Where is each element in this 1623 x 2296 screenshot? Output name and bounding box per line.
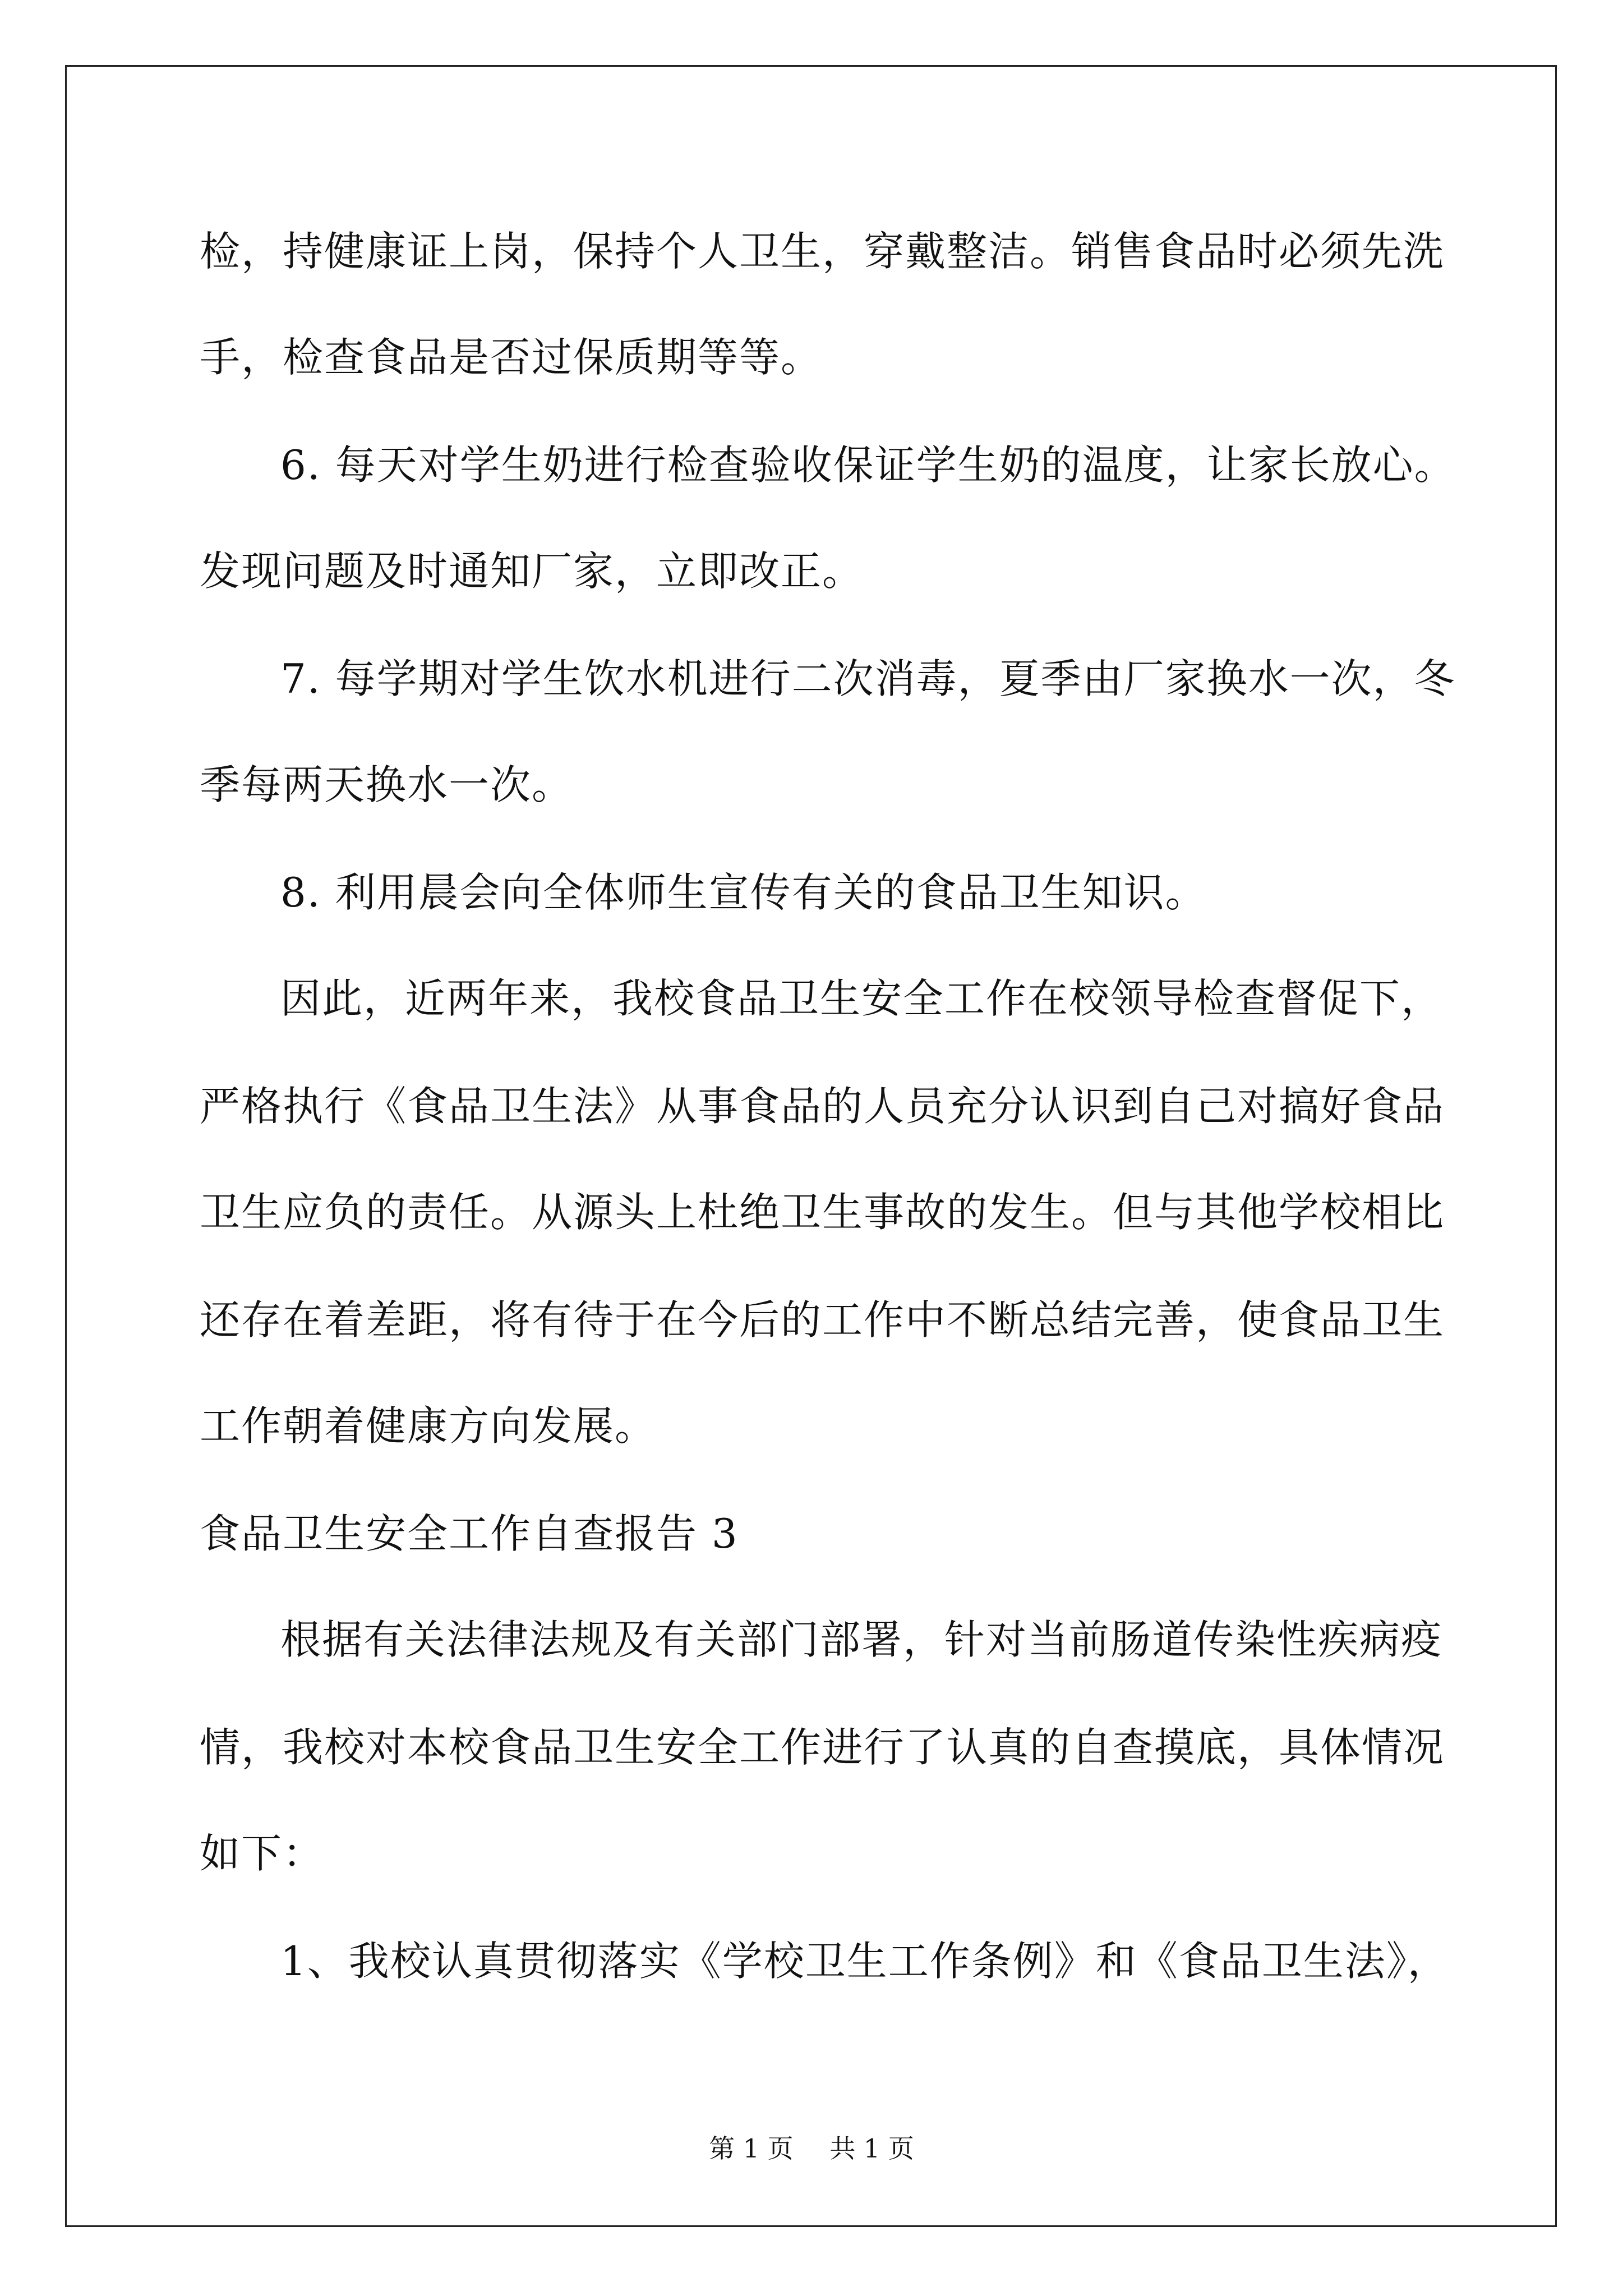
paragraph-line: 7. 每学期对学生饮水机进行二次消毒，夏季由厂家换水一次，冬 [280,655,1456,702]
paragraph-line: 因此，近两年来，我校食品卫生安全工作在校领导检查督促下， [280,975,1443,1022]
paragraph-line: 检，持健康证上岗，保持个人卫生，穿戴整洁。销售食品时必须先洗 [200,228,1445,275]
paragraph-line: 如下： [200,1830,325,1877]
page-total: 共 1 页 [829,2133,914,2164]
paragraph-line: 还存在着差距，将有待于在今后的工作中不断总结完善，使食品卫生 [200,1296,1445,1343]
paragraph-line: 1、我校认真贯彻落实《学校卫生工作条例》和《食品卫生法》， [280,1938,1449,1985]
paragraph-line: 严格执行《食品卫生法》从事食品的人员充分认识到自己对搞好食品 [200,1083,1445,1130]
section-heading: 食品卫生安全工作自查报告 3 [200,1510,739,1557]
paragraph-line: 情，我校对本校食品卫生安全工作进行了认真的自查摸底，具体情况 [200,1724,1445,1771]
page-number: 第 1 页 [709,2133,794,2164]
paragraph-line: 8. 利用晨会向全体师生宣传有关的食品卫生知识。 [280,869,1207,916]
page-footer [0,2132,1623,2165]
paragraph-line: 手，检查食品是否过保质期等等。 [200,334,823,381]
paragraph-line: 发现问题及时通知厂家，立即改正。 [200,547,864,595]
paragraph-line: 季每两天换水一次。 [200,761,574,808]
paragraph-line: 根据有关法律法规及有关部门部署，针对当前肠道传染性疾病疫 [280,1616,1443,1663]
paragraph-line: 卫生应负的责任。从源头上杜绝卫生事故的发生。但与其他学校相比 [200,1189,1445,1236]
paragraph-line: 6. 每天对学生奶进行检查验收保证学生奶的温度，让家长放心。 [280,441,1456,489]
paragraph-line: 工作朝着健康方向发展。 [200,1402,657,1450]
page-border [65,65,1557,2227]
